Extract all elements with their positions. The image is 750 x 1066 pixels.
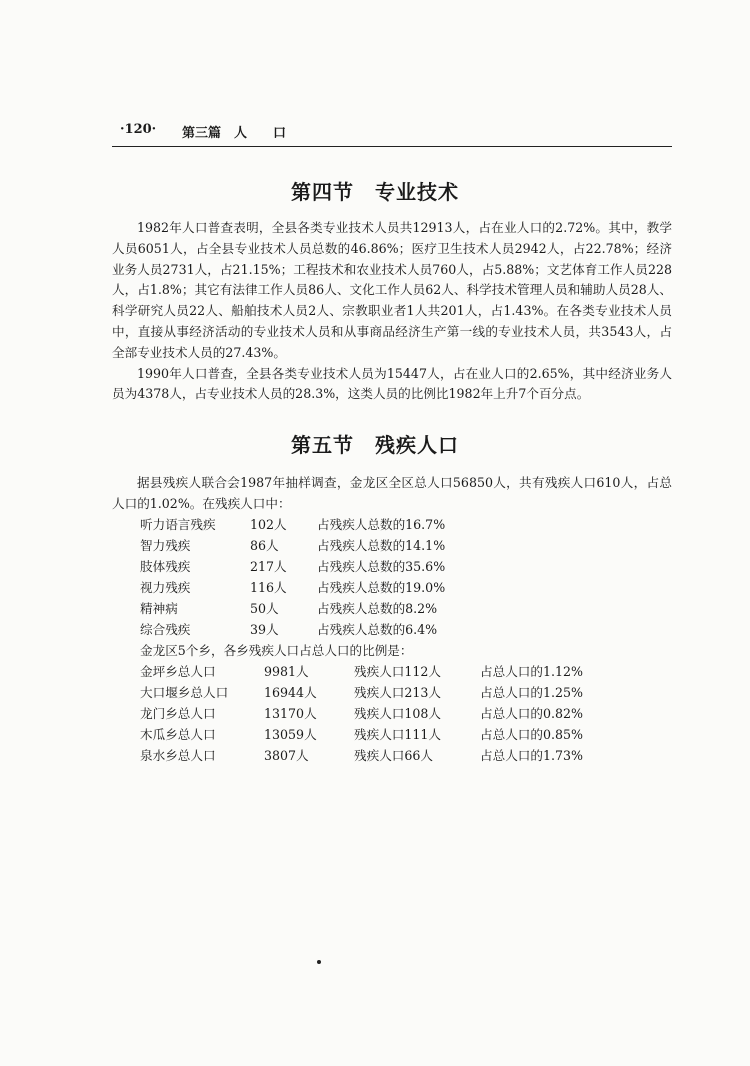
township-intro-text: 金龙区5个乡，各乡残疾人口占总人口的比例是： xyxy=(140,643,413,658)
township-name: 大口堰乡总人口 xyxy=(140,685,229,700)
section-4-title: 第四节 专业技术 xyxy=(291,180,459,204)
township-name: 龙门乡总人口 xyxy=(140,706,216,721)
township-ratio: 占总人口的0.85% xyxy=(480,727,583,742)
township-disabled: 残疾人口112人 xyxy=(354,664,442,679)
header-rule xyxy=(112,146,672,147)
township-ratio: 占总人口的1.25% xyxy=(480,685,583,700)
disability-count: 217人 xyxy=(250,559,287,574)
paragraph: 1982年人口普查表明，全县各类专业技术人员共12913人，占在业人口的2.72%。其中，教学人员6051人，占全县专业技术人员总数的46.86%；医疗卫生技术人员2942人，占22.78%；经济业务人员2731人，占21.15%；工程技术和农业技术人员760人，占5.88%；文艺体育工作人员228人，占1.8%；其它有法律工作人员86人、文化工作人员62人、科学技术管理人员和辅助人员28人、科学研究人员22人、船舶技术人员2人、宗教职业者1人共201人，占1.43%。在各类专业技术人员中，直接从事经济活动的专业技术人员和从事商品经济生产第一线的专业技术人员，共3543人，占全部专业技术人员的27.43%。 xyxy=(112,220,672,360)
township-name: 泉水乡总人口 xyxy=(140,748,216,763)
township-population: 3807人 xyxy=(264,748,309,763)
disability-share: 占残疾人总数的8.2% xyxy=(317,601,438,616)
disability-type: 听力语言残疾 xyxy=(140,517,216,532)
section-5-intro xyxy=(112,473,672,515)
township-disabled: 残疾人口108人 xyxy=(354,706,442,721)
township-ratio: 占总人口的1.73% xyxy=(480,748,583,763)
township-disabled: 残疾人口111人 xyxy=(354,727,442,742)
township-population: 16944人 xyxy=(264,685,317,700)
disability-share: 占残疾人总数的14.1% xyxy=(317,538,446,553)
paragraph: 据县残疾人联合会1987年抽样调查，金龙区全区总人口56850人，共有残疾人口610人，占总人口的1.02%。在残疾人口中： xyxy=(112,475,672,511)
township-name: 金坪乡总人口 xyxy=(140,664,216,679)
disability-count: 116人 xyxy=(250,580,287,595)
running-header xyxy=(110,122,672,146)
disability-count: 50人 xyxy=(250,601,279,616)
paragraph: 1990年人口普查，全县各类专业技术人员为15447人，占在业人口的2.65%，其中经济业务人员为4378人，占专业技术人员的28.3%，这类人员的比例比1982年上升7个百分点。 xyxy=(112,365,672,402)
township-population: 13059人 xyxy=(264,727,317,742)
disability-share: 占残疾人总数的35.6% xyxy=(317,559,446,574)
township-disabled: 残疾人口213人 xyxy=(354,685,442,700)
township-ratio: 占总人口的1.12% xyxy=(480,664,583,679)
part-title: 第三篇 人 口 xyxy=(182,126,287,141)
disability-count: 39人 xyxy=(250,622,279,637)
disability-share: 占残疾人总数的16.7% xyxy=(317,517,446,532)
disability-type: 综合残疾 xyxy=(140,622,191,637)
disability-type: 视力残疾 xyxy=(140,580,191,595)
township-population: 13170人 xyxy=(264,706,317,721)
disability-share: 占残疾人总数的6.4% xyxy=(317,622,438,637)
disability-share: 占残疾人总数的19.0% xyxy=(317,580,446,595)
disability-type: 精神病 xyxy=(140,601,178,616)
section-5-title: 第五节 残疾人口 xyxy=(291,433,459,457)
township-disabled: 残疾人口66人 xyxy=(354,748,433,763)
disability-count: 86人 xyxy=(250,538,279,553)
township-ratio: 占总人口的0.82% xyxy=(480,706,583,721)
township-name: 木瓜乡总人口 xyxy=(140,727,216,742)
disability-type: 智力残疾 xyxy=(140,538,191,553)
disability-count: 102人 xyxy=(250,517,287,532)
township-population: 9981人 xyxy=(264,664,309,679)
section-4-body xyxy=(112,218,672,405)
ink-dot xyxy=(317,960,321,964)
page-number: ·120· xyxy=(120,122,157,137)
disability-type: 肢体残疾 xyxy=(140,559,191,574)
